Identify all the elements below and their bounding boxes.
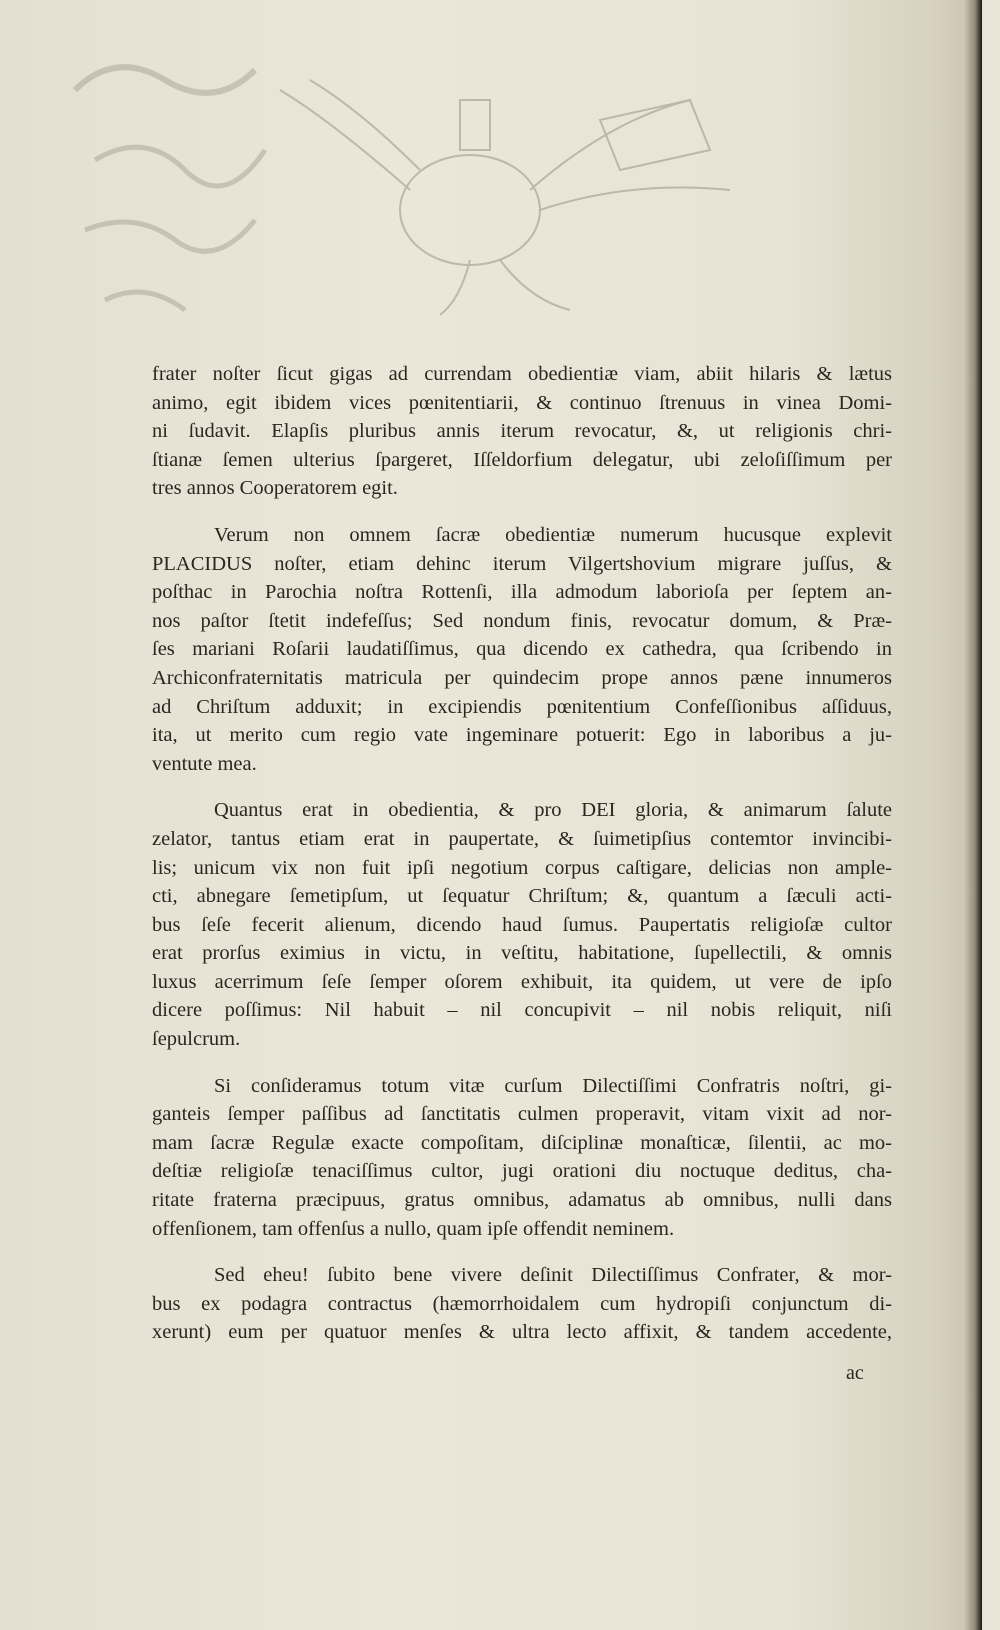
text-line: ita, ut merito cum regio vate ingeminare potuerit: Ego in laboribus a ju- bbox=[152, 724, 892, 747]
paragraph-1 bbox=[152, 360, 892, 503]
text-line: poſthac in Parochia noſtra Rottenſi, illa admodum laborioſa per ſeptem an- bbox=[152, 581, 892, 604]
text-line: lis; unicum vix non fuit ipſi negotium corpus caſtigare, delicias non ample- bbox=[152, 856, 892, 879]
text-line: frater noſter ſicut gigas ad currendam obedientiæ viam, abiit hilaris & lætus bbox=[152, 363, 892, 385]
text-line: xerunt) eum per quatuor menſes & ultra lecto affixit, & tandem accedente, bbox=[152, 1321, 892, 1344]
text-line: Sed eheu! ſubito bene vivere deſinit Dilectiſſimus Confrater, & mor- bbox=[214, 1264, 892, 1287]
paragraph-5 bbox=[152, 1261, 892, 1347]
text-line: ſepulcrum. bbox=[152, 1028, 241, 1051]
text-line: bus ſeſe fecerit alienum, dicendo haud ſumus. Paupertatis religioſæ cultor bbox=[152, 913, 892, 936]
text-line: ad Chriſtum adduxit; in excipiendis pœnitentium Confeſſionibus aſſiduus, bbox=[152, 695, 892, 718]
text-line: Quantus erat in obedientia, & pro DEI gloria, & animarum ſalute bbox=[214, 799, 892, 822]
text-line: Archiconfraternitatis matricula per quindecim prope annos pæne innumeros bbox=[152, 666, 892, 689]
text-line: nos paſtor ſtetit indefeſſus; Sed nondum finis, revocatur domum, & Præ- bbox=[152, 609, 892, 632]
paragraph-2 bbox=[152, 521, 892, 778]
text-line: ritate fraterna præcipuus, gratus omnibus, adamatus ab omnibus, nulli dans bbox=[152, 1189, 892, 1212]
body-text bbox=[152, 360, 892, 1365]
show-through-handwriting bbox=[55, 30, 295, 340]
text-line: luxus acerrimum ſeſe ſemper oſorem exhibuit, ita quidem, ut vere de ipſo bbox=[152, 970, 892, 993]
page-edge-shadow bbox=[964, 0, 982, 1630]
paragraph-4 bbox=[152, 1072, 892, 1244]
text-line: ventute mea. bbox=[152, 752, 257, 775]
text-line: zelator, tantus etiam erat in paupertate, & ſuimetipſius contemtor invincibi- bbox=[152, 827, 892, 850]
text-line: erat prorſus eximius in victu, in veſtitu, habitatione, ſupellectili, & omnis bbox=[152, 942, 892, 965]
text-line: ganteis ſemper paſſibus ad ſanctitatis culmen properavit, vitam vixit ad nor- bbox=[152, 1103, 892, 1126]
text-line: mam ſacræ Regulæ exacte compoſitam, diſciplinæ monaſticæ, ſilentii, ac mo- bbox=[152, 1131, 892, 1154]
text-line: PLACIDUS noſter, etiam dehinc iterum Vilgertshovium migrare juſſus, & bbox=[152, 552, 892, 575]
text-line: Verum non omnem ſacræ obedientiæ numerum hucusque explevit bbox=[214, 523, 892, 546]
text-line: tres annos Cooperatorem egit. bbox=[152, 477, 398, 500]
text-line: ſtianæ ſemen ulterius ſpargeret, Iſſeldorfium delegatur, ubi zeloſiſſimum per bbox=[152, 448, 892, 471]
ornament-vignette bbox=[270, 60, 740, 320]
paragraph-3 bbox=[152, 796, 892, 1053]
text-line: ſes mariani Roſarii laudatiſſimus, qua dicendo ex cathedra, qua ſcribendo in bbox=[152, 638, 892, 661]
text-line: Si conſideramus totum vitæ curſum Dilectiſſimi Confratris noſtri, gi- bbox=[214, 1074, 892, 1097]
text-line: offenſionem, tam offenſus a nullo, quam ipſe offendit neminem. bbox=[152, 1217, 675, 1240]
text-line: cti, abnegare ſemetipſum, ut ſequatur Chriſtum; &, quantum a ſæculi acti- bbox=[152, 885, 892, 908]
catchword: ac bbox=[846, 1362, 864, 1384]
text-line: animo, egit ibidem vices pœnitentiarii, & continuo ſtrenuus in vinea Domi- bbox=[152, 391, 892, 414]
text-line: dicere poſſimus: Nil habuit – nil concupivit – nil nobis reliquit, niſi bbox=[152, 999, 892, 1022]
text-line: ni ſudavit. Elapſis pluribus annis iterum revocatur, &, ut religionis chri- bbox=[152, 420, 892, 443]
text-line: deſtiæ religioſæ tenaciſſimus cultor, jugi orationi diu noctuque deditus, cha- bbox=[152, 1160, 892, 1183]
text-line: bus ex podagra contractus (hæmorrhoidalem cum hydropiſi conjunctum di- bbox=[152, 1292, 892, 1315]
